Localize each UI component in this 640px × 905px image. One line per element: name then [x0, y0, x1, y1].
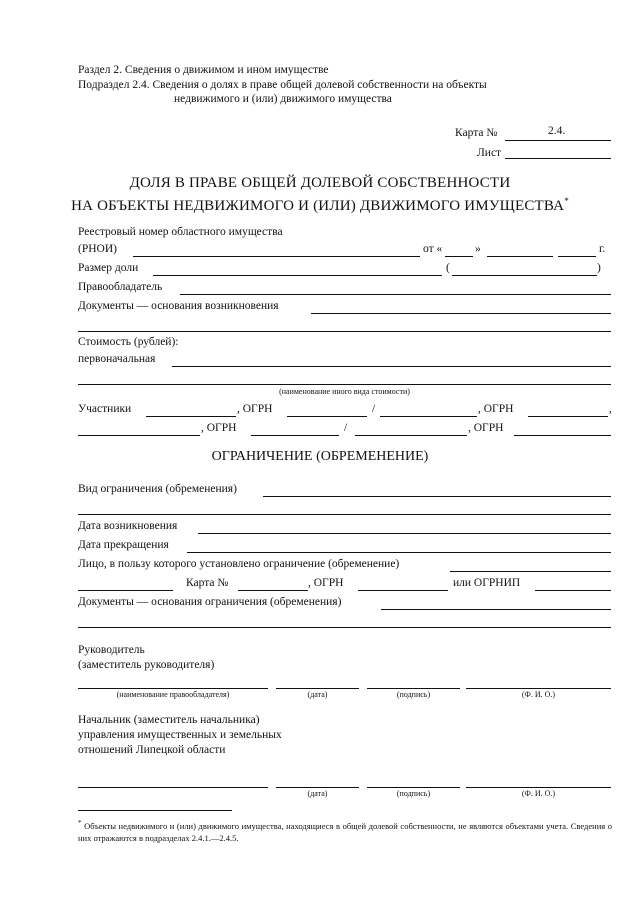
other-cost-field[interactable]: [78, 384, 611, 385]
participant-1-ogrn-label: , ОГРН: [237, 403, 273, 415]
footnote-separator: [78, 810, 232, 811]
cost-label: Стоимость (рублей):: [78, 336, 179, 348]
participant-4-field[interactable]: [355, 435, 467, 436]
end-date-label: Дата прекращения: [78, 539, 169, 551]
footnote-mark: *: [564, 196, 569, 206]
sheet-field[interactable]: [505, 158, 611, 159]
chief-date-caption: (дата): [307, 789, 328, 798]
participant-1-field[interactable]: [146, 416, 236, 417]
beneficiary-ogrnip-field[interactable]: [535, 590, 611, 591]
chief-title-region: отношений Липецкой области: [78, 744, 226, 756]
initial-cost-field[interactable]: [172, 366, 611, 367]
date-year-field[interactable]: [558, 256, 596, 257]
participant-4-ogrn-field[interactable]: [514, 435, 611, 436]
beneficiary-field[interactable]: [450, 571, 611, 572]
restriction-docs-field[interactable]: [381, 609, 611, 610]
registry-number-label: Реестровый номер областного имущества: [78, 226, 283, 238]
start-date-label: Дата возникновения: [78, 520, 178, 532]
participant-2-ogrn-field[interactable]: [528, 416, 608, 417]
participant-3-ogrn-label: , ОГРН: [201, 422, 237, 434]
documents-basis-field-2[interactable]: [78, 331, 611, 332]
sheet-label: Лист: [477, 147, 502, 159]
chief-name-field[interactable]: [78, 787, 268, 788]
beneficiary-ogrn-label: , ОГРН: [308, 577, 344, 589]
registry-rnoi-label: (РНОИ): [78, 243, 117, 255]
holder-field[interactable]: [180, 294, 611, 295]
section-heading: Раздел 2. Сведения о движимом и ином имуществе: [78, 64, 329, 76]
footnote: [78, 817, 612, 844]
footnote-text: Объекты недвижимого и (или) движимого имущества, находящиеся в общей долевой собственности, не являются объектами учета. Сведения о них отражаются в подразделах 2.4.1.—2.4.5.: [78, 820, 612, 843]
head-fio-field[interactable]: [466, 688, 611, 689]
chief-fio-field[interactable]: [466, 787, 611, 788]
footnote-asterisk: *: [78, 819, 82, 827]
beneficiary-ogrnip-label: или ОГРНИП: [453, 577, 521, 589]
initial-cost-label: первоначальная: [78, 353, 156, 365]
holder-name-caption: (наименование правообладателя): [116, 690, 230, 699]
registry-number-field[interactable]: [133, 256, 420, 257]
card-number-value: 2.4.: [548, 125, 566, 137]
beneficiary-ogrn-field[interactable]: [358, 590, 448, 591]
head-date-caption: (дата): [307, 690, 328, 699]
restriction-docs-label: Документы — основания ограничения (обременения): [78, 596, 342, 608]
head-title-deputy: (заместитель руководителя): [78, 659, 215, 671]
other-cost-caption: (наименование иного вида стоимости): [279, 387, 410, 396]
participant-2-ogrn-label: , ОГРН: [478, 403, 514, 415]
participant-separator-2: /: [344, 422, 348, 434]
card-number-label: Карта №: [455, 127, 498, 139]
participants-label: Участники: [78, 403, 132, 415]
participant-1-ogrn-field[interactable]: [287, 416, 367, 417]
share-words-field[interactable]: [452, 275, 597, 276]
document-title-line2: НА ОБЪЕКТЫ НЕДВИЖИМОГО И (ИЛИ) ДВИЖИМОГО ИМУЩЕСТВА*: [71, 196, 569, 214]
restriction-type-field-2[interactable]: [78, 514, 611, 515]
share-paren-close: ): [597, 262, 601, 274]
date-month-field[interactable]: [487, 256, 553, 257]
restriction-docs-field-2[interactable]: [78, 627, 611, 628]
share-size-field[interactable]: [153, 275, 442, 276]
restriction-type-field[interactable]: [263, 496, 611, 497]
chief-fio-caption: (Ф. И. О.): [521, 789, 556, 798]
documents-basis-field[interactable]: [311, 313, 611, 314]
year-suffix: г.: [599, 243, 606, 255]
chief-date-field[interactable]: [276, 787, 359, 788]
participant-separator: /: [372, 403, 376, 415]
participant-3-field[interactable]: [78, 435, 200, 436]
head-title: Руководитель: [78, 644, 145, 656]
chief-title: Начальник (заместитель начальника): [78, 714, 260, 726]
beneficiary-field-2[interactable]: [78, 590, 173, 591]
participant-2-field[interactable]: [380, 416, 477, 417]
chief-sign-field[interactable]: [367, 787, 460, 788]
share-size-label: Размер доли: [78, 262, 139, 274]
restriction-heading: ОГРАНИЧЕНИЕ (ОБРЕМЕНЕНИЕ): [211, 449, 429, 464]
participant-4-ogrn-label: , ОГРН: [468, 422, 504, 434]
head-sign-caption: (подпись): [396, 690, 431, 699]
holder-label: Правообладатель: [78, 281, 163, 293]
beneficiary-label: Лицо, в пользу которого установлено ограничение (обременение): [78, 558, 400, 570]
head-fio-caption: (Ф. И. О.): [521, 690, 556, 699]
chief-title-dept: управления имущественных и земельных: [78, 729, 282, 741]
subsection-heading-cont: недвижимого и (или) движимого имущества: [174, 93, 392, 105]
date-from-label: от «: [423, 243, 443, 255]
participant-comma: ,: [609, 403, 612, 415]
holder-name-signature-field[interactable]: [78, 688, 268, 689]
subsection-heading: Подраздел 2.4. Сведения о долях в праве общей долевой собственности на объекты: [78, 79, 487, 91]
chief-sign-caption: (подпись): [396, 789, 431, 798]
participant-3-ogrn-field[interactable]: [251, 435, 339, 436]
date-day-field[interactable]: [445, 256, 473, 257]
head-date-field[interactable]: [276, 688, 359, 689]
beneficiary-card-field[interactable]: [238, 590, 308, 591]
share-paren-open: (: [446, 262, 450, 274]
date-quote-close: »: [475, 243, 481, 255]
restriction-type-label: Вид ограничения (обременения): [78, 483, 237, 495]
beneficiary-card-label: Карта №: [186, 577, 229, 589]
document-title: ДОЛЯ В ПРАВЕ ОБЩЕЙ ДОЛЕВОЙ СОБСТВЕННОСТИ: [129, 175, 511, 191]
head-sign-field[interactable]: [367, 688, 460, 689]
start-date-field[interactable]: [198, 533, 611, 534]
card-number-field[interactable]: [505, 140, 611, 141]
documents-basis-label: Документы — основания возникновения: [78, 300, 279, 312]
end-date-field[interactable]: [187, 552, 611, 553]
